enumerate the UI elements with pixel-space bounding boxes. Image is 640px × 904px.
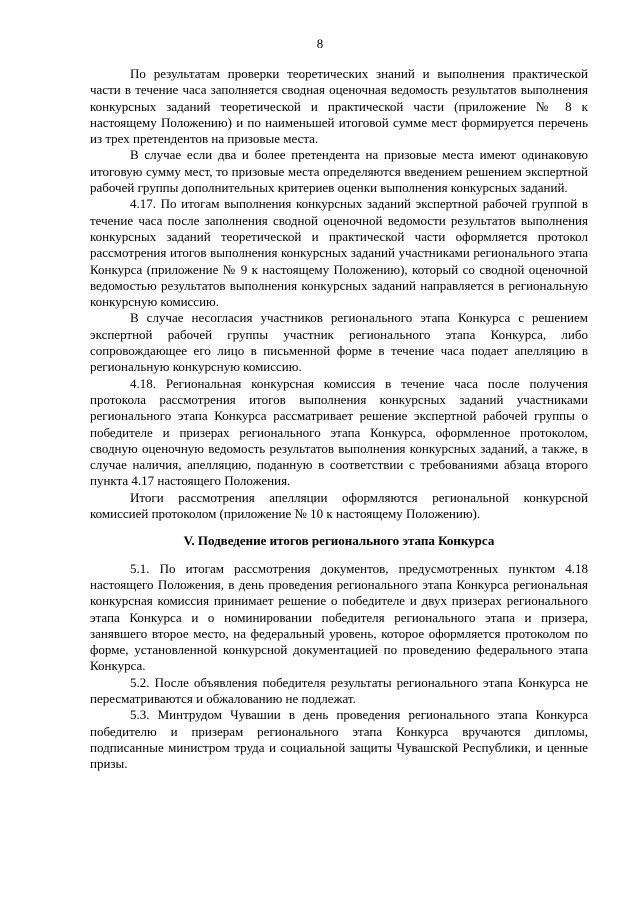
document-body [90,66,588,772]
paragraph: По результатам проверки теоретических знаний и выполнения практической части в течение часа заполняется сводная оценочная ведомость результатов выполнения конкурсных заданий теоретической и практической части (приложение № 8 к настоящему Положению) и по наименьшей итоговой сумме мест формируется перечень из трех претендентов на призовые места. [90,66,588,147]
page-number: 8 [316,36,324,51]
paragraph: В случае несогласия участников регионального этапа Конкурса с решением экспертной рабочей группы участник регионального этапа Конкурса, либо сопровождающее его лицо в письменной форме в течение часа подает апелляцию в региональную конкурсную комиссию. [90,310,588,375]
paragraph-5-2: 5.2. После объявления победителя результаты регионального этапа Конкурса не пересматриваются и обжалованию не подлежат. [90,674,588,706]
paragraph-5-1: 5.1. По итогам рассмотрения документов, предусмотренных пунктом 4.18 настоящего Положения, в день проведения регионального этапа Конкурса региональная конкурсная комиссия принимает решение о победителе и двух призерах регионального этапа Конкурса и о номинировании победителя регионального этапа и призера, занявшего второе место, на федеральный уровень, которое оформляется протоколом по форме, установленной конкурсной документацией по проведению федерального этапа Конкурса. [90,560,588,674]
section-heading: V. Подведение итогов регионального этапа Конкурса [183,533,495,549]
paragraph-5-3: 5.3. Минтрудом Чувашии в день проведения регионального этапа Конкурса победителю и призерам регионального этапа Конкурса вручаются дипломы, подписанные министром труда и социальной защиты Чувашской Республики, и ценные призы. [90,707,588,772]
paragraph-4-18: 4.18. Региональная конкурсная комиссия в течение часа после получения протокола рассмотрения итогов выполнения конкурсных заданий участниками регионального этапа Конкурса рассматривает решение экспертной рабочей группы о победителе и призерах регионального этапа Конкурса, оформленное протоколом, сводную оценочную ведомость результатов выполнения конкурсных заданий, а также, в случае наличия, апелляцию, поданную в соответствии с требованиями абзаца второго пункта 4.17 настоящего Положения. [90,375,588,489]
paragraph: В случае если два и более претендента на призовые места имеют одинаковую итоговую сумму мест, то призовые места определяются введением решением экспертной рабочей группы дополнительных критериев оценки выполнения конкурсных заданий. [90,147,588,196]
paragraph-4-17: 4.17. По итогам выполнения конкурсных заданий экспертной рабочей группой в течение часа после заполнения сводной оценочной ведомости результатов выполнения конкурсных заданий теоретической и практической части оформляется протокол рассмотрения итогов выполнения конкурсных заданий участниками регионального этапа Конкурса (приложение № 9 к настоящему Положению), который со сводной оценочной ведомостью результатов выполнения конкурсных заданий направляется в региональную конкурсную комиссию. [90,196,588,310]
paragraph: Итоги рассмотрения апелляции оформляются региональной конкурсной комиссией протоколом (приложение № 10 к настоящему Положению). [90,489,588,522]
